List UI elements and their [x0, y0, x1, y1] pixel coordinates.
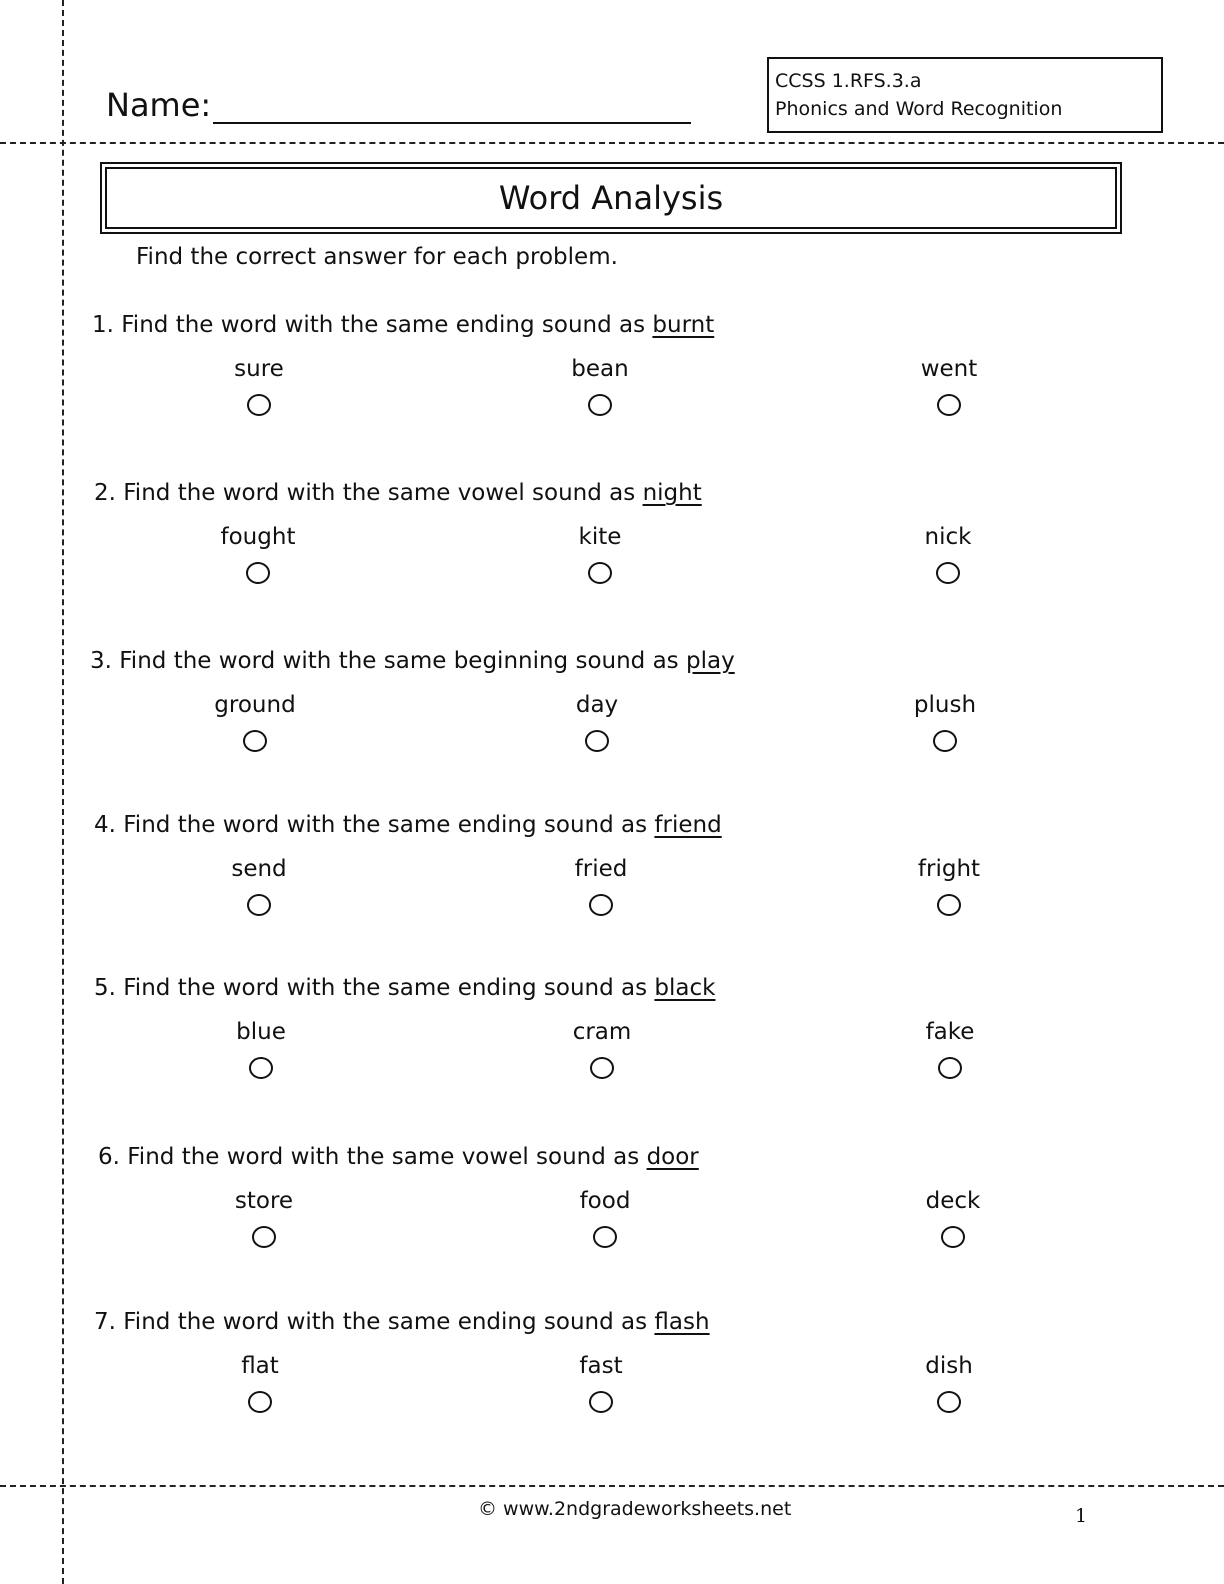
answer-option-label: fried [574, 856, 628, 882]
answer-option[interactable] [525, 1188, 685, 1248]
answer-bubble-icon[interactable] [941, 1226, 965, 1248]
cut-line-top [0, 142, 1224, 144]
answer-option[interactable] [521, 1353, 681, 1413]
answer-option[interactable] [873, 1188, 1033, 1248]
answer-bubble-icon[interactable] [589, 894, 613, 916]
answer-option[interactable] [868, 524, 1028, 584]
answer-option-label: flat [241, 1353, 279, 1379]
answer-option[interactable] [175, 692, 335, 752]
question-prompt [94, 975, 715, 1001]
answer-option[interactable] [522, 1019, 682, 1079]
answer-bubble-icon[interactable] [243, 730, 267, 752]
question-4 [0, 812, 1224, 932]
answer-option-label: cram [572, 1019, 632, 1045]
question-5 [0, 975, 1224, 1095]
answer-bubble-icon[interactable] [937, 394, 961, 416]
answer-option-label: fake [925, 1019, 975, 1045]
answer-bubble-icon[interactable] [593, 1226, 617, 1248]
question-1 [0, 312, 1224, 432]
answer-option-label: fright [917, 856, 981, 882]
answer-bubble-icon[interactable] [937, 1391, 961, 1413]
answer-bubble-icon[interactable] [248, 1391, 272, 1413]
answer-option[interactable] [184, 1188, 344, 1248]
answer-bubble-icon[interactable] [249, 1057, 273, 1079]
answer-option-label: deck [925, 1188, 981, 1214]
answer-option-label: plush [913, 692, 977, 718]
question-3 [0, 648, 1224, 768]
question-prompt-text: 3. Find the word with the same beginning sound as [90, 648, 686, 674]
question-target-word: black [654, 975, 716, 1001]
copyright-text: © www.2ndgradeworksheets.net [478, 1498, 792, 1520]
answer-option[interactable] [520, 524, 680, 584]
question-prompt [94, 812, 722, 838]
answer-bubble-icon[interactable] [585, 730, 609, 752]
answer-option-label: dish [925, 1353, 973, 1379]
answer-option[interactable] [870, 1019, 1030, 1079]
question-prompt-text: 4. Find the word with the same ending sound as [94, 812, 655, 838]
answer-option[interactable] [180, 1353, 340, 1413]
answer-option-label: sure [234, 356, 284, 382]
question-prompt-text: 6. Find the word with the same vowel sound as [98, 1144, 647, 1170]
answer-bubble-icon[interactable] [246, 562, 270, 584]
answer-option[interactable] [179, 356, 339, 416]
answer-option-label: day [575, 692, 619, 718]
page-title: Word Analysis [498, 179, 724, 217]
question-target-word: burnt [652, 312, 715, 338]
answer-bubble-icon[interactable] [937, 894, 961, 916]
standard-code: CCSS 1.RFS.3.a [775, 70, 922, 92]
name-label: Name: [106, 86, 212, 124]
answer-option-label: send [231, 856, 287, 882]
answer-option[interactable] [520, 356, 680, 416]
answer-bubble-icon[interactable] [589, 1391, 613, 1413]
question-7 [0, 1309, 1224, 1429]
question-prompt [98, 1144, 699, 1170]
answer-option-label: fought [220, 524, 296, 550]
question-target-word: flash [654, 1309, 710, 1335]
question-prompt [92, 312, 714, 338]
name-field [106, 86, 691, 124]
question-6 [0, 1144, 1224, 1264]
answer-option-label: bean [571, 356, 629, 382]
answer-option[interactable] [178, 524, 338, 584]
answer-option[interactable] [869, 856, 1029, 916]
answer-bubble-icon[interactable] [247, 894, 271, 916]
answer-bubble-icon[interactable] [252, 1226, 276, 1248]
answer-option-label: store [234, 1188, 294, 1214]
answer-bubble-icon[interactable] [247, 394, 271, 416]
standard-box [767, 57, 1163, 133]
answer-bubble-icon[interactable] [588, 562, 612, 584]
answer-option[interactable] [521, 856, 681, 916]
question-prompt [94, 480, 702, 506]
question-target-word: door [646, 1144, 699, 1170]
answer-bubble-icon[interactable] [933, 730, 957, 752]
title-box [100, 162, 1122, 234]
question-target-word: play [685, 648, 735, 674]
question-prompt [90, 648, 735, 674]
answer-option[interactable] [179, 856, 339, 916]
question-prompt [94, 1309, 710, 1335]
answer-bubble-icon[interactable] [936, 562, 960, 584]
question-target-word: friend [654, 812, 722, 838]
standard-title: Phonics and Word Recognition [775, 98, 1063, 120]
instructions: Find the correct answer for each problem. [136, 244, 618, 270]
answer-option-label: nick [924, 524, 972, 550]
answer-option-label: kite [578, 524, 622, 550]
answer-option[interactable] [869, 356, 1029, 416]
question-target-word: night [642, 480, 702, 506]
question-2 [0, 480, 1224, 600]
answer-option[interactable] [865, 692, 1025, 752]
answer-option-label: blue [236, 1019, 286, 1045]
answer-option[interactable] [517, 692, 677, 752]
answer-option-label: went [920, 356, 978, 382]
page-number: 1 [1075, 1505, 1088, 1527]
question-prompt-text: 2. Find the word with the same vowel sound as [94, 480, 643, 506]
answer-option-label: ground [214, 692, 296, 718]
answer-option-label: food [579, 1188, 631, 1214]
cut-line-bottom [0, 1485, 1224, 1487]
name-input-line[interactable] [213, 90, 691, 124]
answer-option[interactable] [869, 1353, 1029, 1413]
question-prompt-text: 7. Find the word with the same ending sound as [94, 1309, 655, 1335]
answer-bubble-icon[interactable] [590, 1057, 614, 1079]
question-prompt-text: 5. Find the word with the same ending sound as [94, 975, 655, 1001]
answer-bubble-icon[interactable] [588, 394, 612, 416]
answer-option-label: fast [579, 1353, 623, 1379]
answer-bubble-icon[interactable] [938, 1057, 962, 1079]
answer-option[interactable] [181, 1019, 341, 1079]
question-prompt-text: 1. Find the word with the same ending sound as [92, 312, 653, 338]
